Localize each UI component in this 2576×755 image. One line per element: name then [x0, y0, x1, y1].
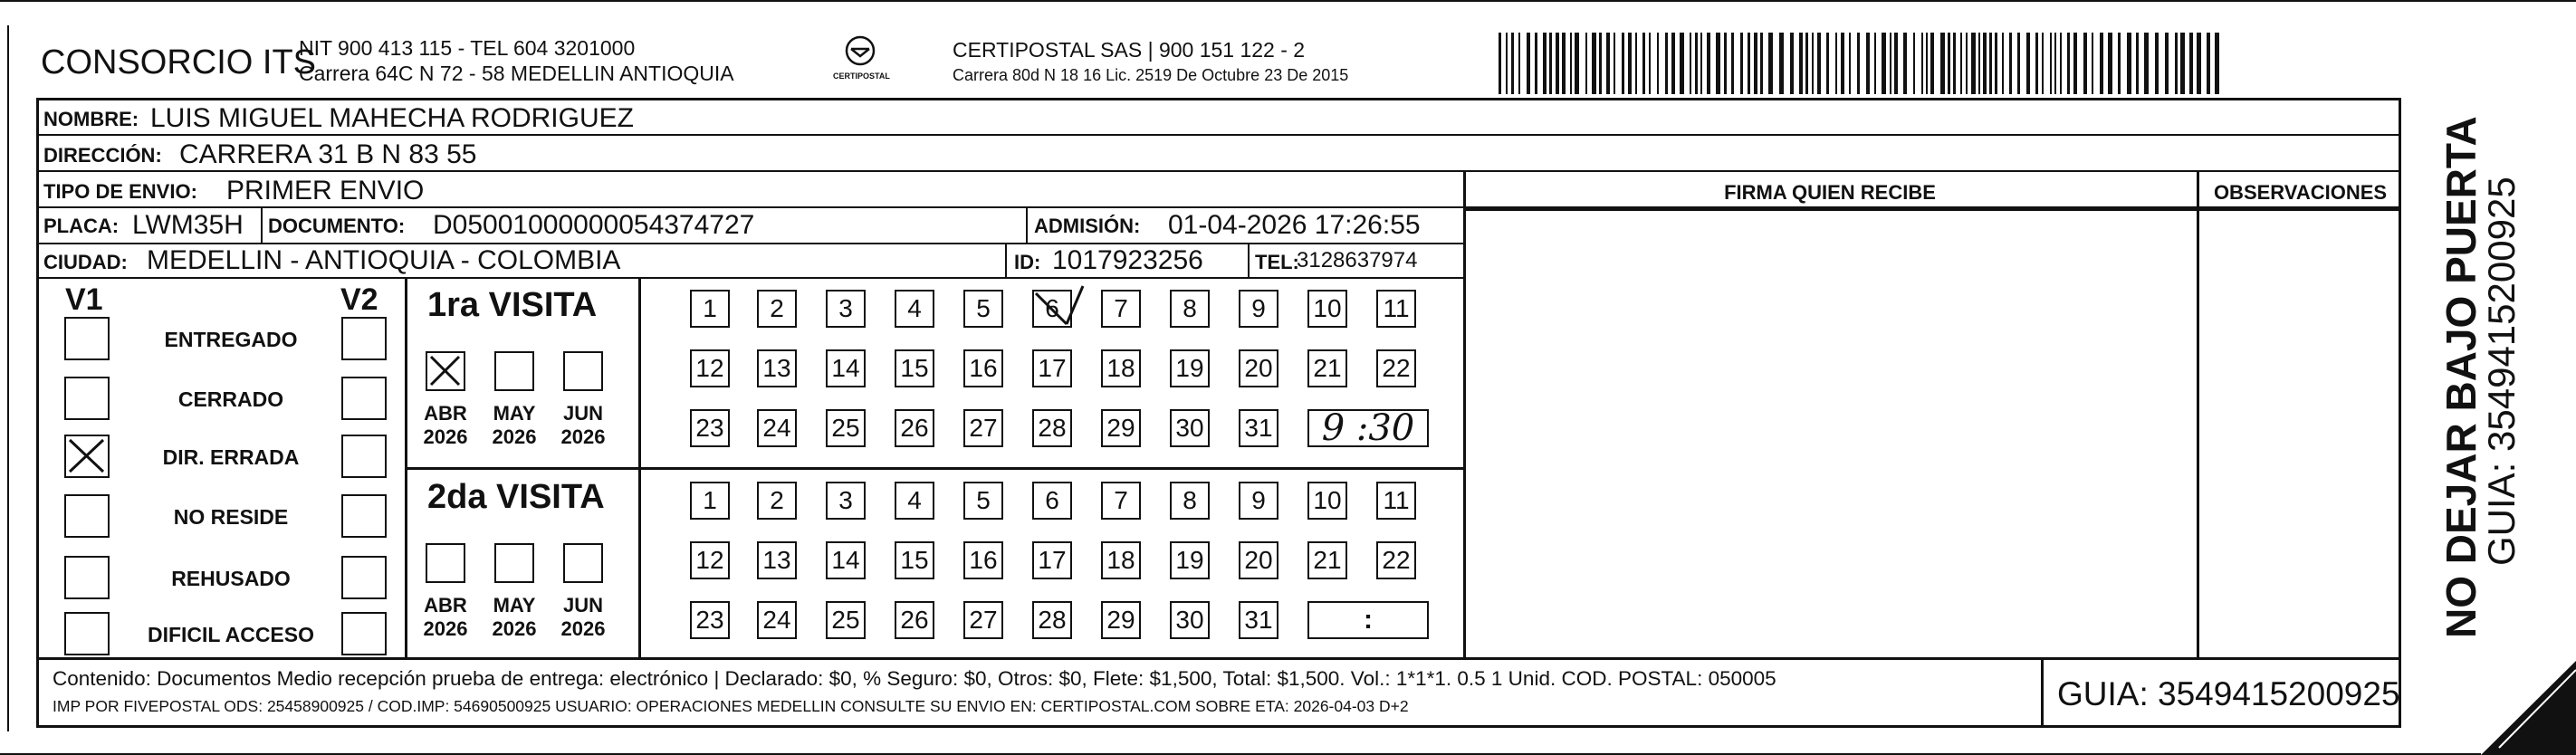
day-box[interactable]	[826, 601, 866, 639]
day-box[interactable]	[963, 601, 1003, 639]
ciudad-label: CIUDAD:	[43, 251, 128, 273]
day-box[interactable]	[1239, 290, 1278, 328]
time-box[interactable]	[1307, 409, 1429, 447]
day-number: 27	[969, 606, 998, 634]
company-info-1: NIT 900 413 115 - TEL 604 3201000	[299, 36, 636, 60]
time-value: 9 :30	[1321, 407, 1415, 449]
admision-label: ADMISIÓN:	[1034, 215, 1141, 237]
day-number: 6	[1045, 486, 1059, 514]
guia-divider	[2041, 657, 2044, 728]
vertical-warning: NO DEJAR BAJO PUERTA	[2437, 116, 2485, 638]
day-box[interactable]	[1376, 541, 1416, 579]
day-number: 19	[1175, 354, 1204, 382]
day-box[interactable]	[757, 482, 797, 520]
day-box[interactable]	[1101, 409, 1141, 447]
day-box[interactable]	[1170, 290, 1210, 328]
day-number: 16	[969, 546, 998, 574]
day-number: 10	[1313, 486, 1342, 514]
day-box[interactable]	[690, 482, 730, 520]
month-checkbox[interactable]	[426, 351, 465, 391]
day-number: 3	[838, 486, 853, 514]
company-info-2: Carrera 64C N 72 - 58 MEDELLIN ANTIOQUIA	[299, 62, 734, 85]
day-box[interactable]	[826, 349, 866, 387]
v2-checkbox[interactable]	[341, 494, 387, 538]
month-label	[483, 402, 546, 450]
footer-line	[36, 657, 2401, 660]
day-number: 11	[1383, 486, 1410, 514]
day-number: 16	[969, 354, 998, 382]
day-box[interactable]	[895, 349, 934, 387]
footer-line-1: Contenido: Documentos Medio recepción prueba de entrega: electrónico | Declarado: $0, % Seguro: $0, Otros: $0, Flete: $1,500, Total: $1,500. Vol.: 1*1*1. 0.5 1 Unid. COD. POSTAL: 050005	[53, 667, 1776, 690]
day-box[interactable]	[1239, 409, 1278, 447]
month-year: 2026	[423, 425, 468, 449]
guia-footer: GUIA: 3549415200925	[2057, 675, 2400, 712]
day-box[interactable]	[1101, 482, 1141, 520]
day-box[interactable]	[1307, 349, 1347, 387]
day-box[interactable]	[1239, 601, 1278, 639]
day-box[interactable]	[757, 349, 797, 387]
day-number: 7	[1114, 294, 1128, 322]
day-box[interactable]	[1170, 349, 1210, 387]
day-number: 30	[1175, 606, 1204, 634]
firma-header: FIRMA QUIEN RECIBE	[1724, 181, 1936, 204]
day-number: 18	[1106, 546, 1135, 574]
month-name: ABR	[424, 402, 467, 425]
status-label: DIFICIL ACCESO	[147, 623, 314, 646]
month-label	[414, 402, 477, 450]
day-box[interactable]	[963, 482, 1003, 520]
day-number: 23	[695, 414, 724, 442]
row-line	[36, 170, 2401, 172]
obs-left-border	[2197, 170, 2199, 657]
day-number: 28	[1038, 414, 1067, 442]
day-box[interactable]	[1170, 409, 1210, 447]
day-box[interactable]	[690, 349, 730, 387]
v2-checkbox[interactable]	[341, 435, 387, 478]
day-box[interactable]	[1239, 482, 1278, 520]
day-number: 24	[762, 414, 791, 442]
cell-divider	[1248, 243, 1250, 277]
nombre-label: NOMBRE:	[43, 108, 139, 130]
tel-value: 3128637974	[1297, 248, 1418, 272]
day-number: 25	[831, 414, 860, 442]
day-box[interactable]	[1307, 290, 1347, 328]
day-number: 1	[703, 294, 717, 322]
row-line	[36, 134, 2401, 136]
row-line	[36, 277, 1463, 279]
day-box[interactable]	[826, 409, 866, 447]
day-box[interactable]	[963, 409, 1003, 447]
month-label	[414, 594, 477, 642]
visit-title: 2da VISITA	[427, 478, 605, 516]
corner-fold	[2481, 661, 2576, 755]
placa-value: LWM35H	[132, 210, 244, 240]
month-name: JUN	[562, 594, 603, 616]
day-number: 17	[1038, 546, 1067, 574]
day-box[interactable]	[757, 601, 797, 639]
day-number: 5	[976, 486, 991, 514]
left-edge-line	[7, 25, 9, 731]
day-number: 2	[770, 294, 784, 322]
day-box[interactable]	[690, 409, 730, 447]
day-box[interactable]	[895, 482, 934, 520]
placa-label: PLACA:	[43, 215, 120, 237]
day-box[interactable]	[895, 290, 934, 328]
day-box[interactable]	[1101, 349, 1141, 387]
direccion-value: CARRERA 31 B N 83 55	[179, 139, 477, 169]
day-box[interactable]	[1376, 290, 1416, 328]
day-number: 27	[969, 414, 998, 442]
day-number: 9	[1251, 294, 1266, 322]
day-number: 13	[762, 546, 791, 574]
day-number: 6	[1045, 294, 1059, 322]
day-number: 12	[695, 546, 724, 574]
x-mark-icon	[427, 353, 463, 388]
day-box[interactable]	[963, 541, 1003, 579]
v2-checkbox[interactable]	[341, 317, 387, 360]
time-box[interactable]	[1307, 601, 1429, 639]
v1-checkbox[interactable]	[64, 435, 110, 478]
check-mark-icon	[1030, 282, 1085, 330]
time-value: :	[1364, 605, 1373, 635]
firma-left-border	[1463, 170, 1466, 657]
month-year: 2026	[423, 617, 468, 641]
v2-checkbox[interactable]	[341, 612, 387, 655]
status-label: ENTREGADO	[164, 328, 298, 351]
v2-label: V2	[340, 282, 378, 317]
day-box[interactable]	[1032, 409, 1072, 447]
cell-divider	[261, 206, 263, 243]
day-number: 14	[831, 546, 860, 574]
status-label: DIR. ERRADA	[162, 445, 300, 469]
v1-label: V1	[65, 282, 103, 317]
day-number: 12	[695, 354, 724, 382]
day-box[interactable]	[1170, 601, 1210, 639]
day-box[interactable]	[1307, 541, 1347, 579]
day-number: 15	[900, 354, 929, 382]
month-checkbox[interactable]	[426, 543, 465, 583]
day-box[interactable]	[1376, 349, 1416, 387]
documento-value: D05001000000054374727	[433, 210, 755, 240]
day-box[interactable]	[1376, 482, 1416, 520]
certipostal-logo	[833, 34, 890, 91]
visit-title: 1ra VISITA	[427, 286, 598, 324]
v1-checkbox[interactable]	[64, 377, 110, 420]
day-number: 14	[831, 354, 860, 382]
day-number: 11	[1383, 294, 1410, 322]
day-number: 22	[1382, 354, 1411, 382]
footer-line-2: IMP POR FIVEPOSTAL ODS: 25458900925 / COD.IMP: 54690500925 USUARIO: OPERACIONES MEDELLIN CONSULTE SU ENVIO EN: CERTIPOSTAL.COM SOBRE ETA: 2026-04-03 D+2	[53, 697, 1409, 715]
logo-label: CERTIPOSTAL	[833, 72, 890, 81]
day-number: 15	[900, 546, 929, 574]
vertical-guia: GUIA: 3549415200925	[2480, 177, 2523, 566]
day-box[interactable]	[690, 601, 730, 639]
day-box[interactable]	[690, 541, 730, 579]
day-box[interactable]	[1170, 541, 1210, 579]
day-number: 30	[1175, 414, 1204, 442]
x-mark-icon	[66, 436, 107, 475]
month-year: 2026	[492, 425, 537, 449]
day-number: 21	[1313, 354, 1342, 382]
day-number: 20	[1244, 546, 1273, 574]
top-edge-line	[0, 0, 2576, 2]
day-box[interactable]	[757, 409, 797, 447]
day-number: 4	[907, 486, 922, 514]
day-number: 23	[695, 606, 724, 634]
day-box[interactable]	[757, 541, 797, 579]
day-box[interactable]	[1032, 349, 1072, 387]
status-label: CERRADO	[177, 387, 284, 411]
day-number: 1	[703, 486, 717, 514]
month-checkbox[interactable]	[563, 351, 603, 391]
day-number: 4	[907, 294, 922, 322]
day-box[interactable]	[1032, 290, 1072, 328]
direccion-label: DIRECCIÓN:	[43, 144, 162, 167]
day-box[interactable]	[826, 541, 866, 579]
id-label: ID:	[1014, 251, 1041, 273]
day-number: 19	[1175, 546, 1204, 574]
month-name: JUN	[562, 402, 603, 425]
status-label: REHUSADO	[171, 567, 291, 590]
month-year: 2026	[560, 617, 606, 641]
day-number: 26	[900, 414, 929, 442]
day-box[interactable]	[1032, 541, 1072, 579]
v1-checkbox[interactable]	[64, 494, 110, 538]
day-number: 17	[1038, 354, 1067, 382]
day-number: 28	[1038, 606, 1067, 634]
day-box[interactable]	[895, 409, 934, 447]
tipo-envio-value: PRIMER ENVIO	[226, 176, 425, 205]
day-number: 31	[1244, 606, 1273, 634]
day-number: 10	[1313, 294, 1342, 322]
day-number: 2	[770, 486, 784, 514]
day-box[interactable]	[690, 290, 730, 328]
barcode-graphic	[1499, 33, 2223, 94]
month-checkbox[interactable]	[494, 543, 534, 583]
day-number: 29	[1106, 606, 1135, 634]
day-box[interactable]	[895, 601, 934, 639]
v1-checkbox[interactable]	[64, 612, 110, 655]
day-number: 25	[831, 606, 860, 634]
day-number: 18	[1106, 354, 1135, 382]
v1-checkbox[interactable]	[64, 556, 110, 599]
day-number: 8	[1183, 486, 1197, 514]
barcode	[1499, 33, 2223, 94]
company-name: CONSORCIO ITS	[41, 43, 317, 81]
day-box[interactable]	[1032, 482, 1072, 520]
day-number: 24	[762, 606, 791, 634]
month-name: MAY	[493, 594, 536, 616]
ciudad-value: MEDELLIN - ANTIOQUIA - COLOMBIA	[147, 245, 621, 275]
observaciones-header: OBSERVACIONES	[2213, 181, 2388, 204]
firma-header-line	[1463, 208, 2401, 211]
day-number: 26	[900, 606, 929, 634]
day-box[interactable]	[826, 290, 866, 328]
day-box[interactable]	[895, 541, 934, 579]
day-number: 8	[1183, 294, 1197, 322]
day-number: 9	[1251, 486, 1266, 514]
day-box[interactable]	[1101, 541, 1141, 579]
day-number: 3	[838, 294, 853, 322]
day-box[interactable]	[757, 290, 797, 328]
month-checkbox[interactable]	[563, 543, 603, 583]
id-value: 1017923256	[1052, 245, 1203, 275]
certipostal-info-2: Carrera 80d N 18 16 Lic. 2519 De Octubre 23 De 2015	[953, 66, 1349, 84]
day-box[interactable]	[963, 349, 1003, 387]
cell-divider	[1005, 243, 1007, 277]
month-label	[551, 402, 615, 450]
documento-label: DOCUMENTO:	[268, 215, 406, 237]
cell-divider	[1026, 206, 1028, 243]
day-box[interactable]	[1307, 482, 1347, 520]
day-number: 21	[1313, 546, 1342, 574]
tipo-envio-label: TIPO DE ENVIO:	[43, 180, 197, 203]
day-number: 22	[1382, 546, 1411, 574]
day-number: 5	[976, 294, 991, 322]
day-box[interactable]	[1032, 601, 1072, 639]
day-box[interactable]	[826, 482, 866, 520]
tel-label: TEL:	[1255, 251, 1299, 273]
status-label: NO RESIDE	[173, 505, 289, 529]
day-box[interactable]	[1239, 349, 1278, 387]
month-name: MAY	[493, 402, 536, 425]
day-box[interactable]	[1101, 601, 1141, 639]
day-box[interactable]	[1101, 290, 1141, 328]
month-year: 2026	[560, 425, 606, 449]
day-number: 13	[762, 354, 791, 382]
nombre-value: LUIS MIGUEL MAHECHA RODRIGUEZ	[150, 103, 634, 133]
v1-checkbox[interactable]	[64, 317, 110, 360]
month-year: 2026	[492, 617, 537, 641]
day-number: 31	[1244, 414, 1273, 442]
v2-checkbox[interactable]	[341, 377, 387, 420]
day-number: 29	[1106, 414, 1135, 442]
certipostal-logo-icon	[833, 34, 887, 91]
month-label	[483, 594, 546, 642]
day-box[interactable]	[1170, 482, 1210, 520]
month-checkbox[interactable]	[494, 351, 534, 391]
admision-value: 01-04-2026 17:26:55	[1168, 210, 1421, 240]
month-name: ABR	[424, 594, 467, 616]
day-number: 7	[1114, 486, 1128, 514]
day-number: 20	[1244, 354, 1273, 382]
v2-checkbox[interactable]	[341, 556, 387, 599]
visit-row-divider	[405, 467, 1463, 470]
day-box[interactable]	[963, 290, 1003, 328]
month-label	[551, 594, 615, 642]
certipostal-info-1: CERTIPOSTAL SAS | 900 151 122 - 2	[953, 38, 1306, 62]
day-box[interactable]	[1239, 541, 1278, 579]
